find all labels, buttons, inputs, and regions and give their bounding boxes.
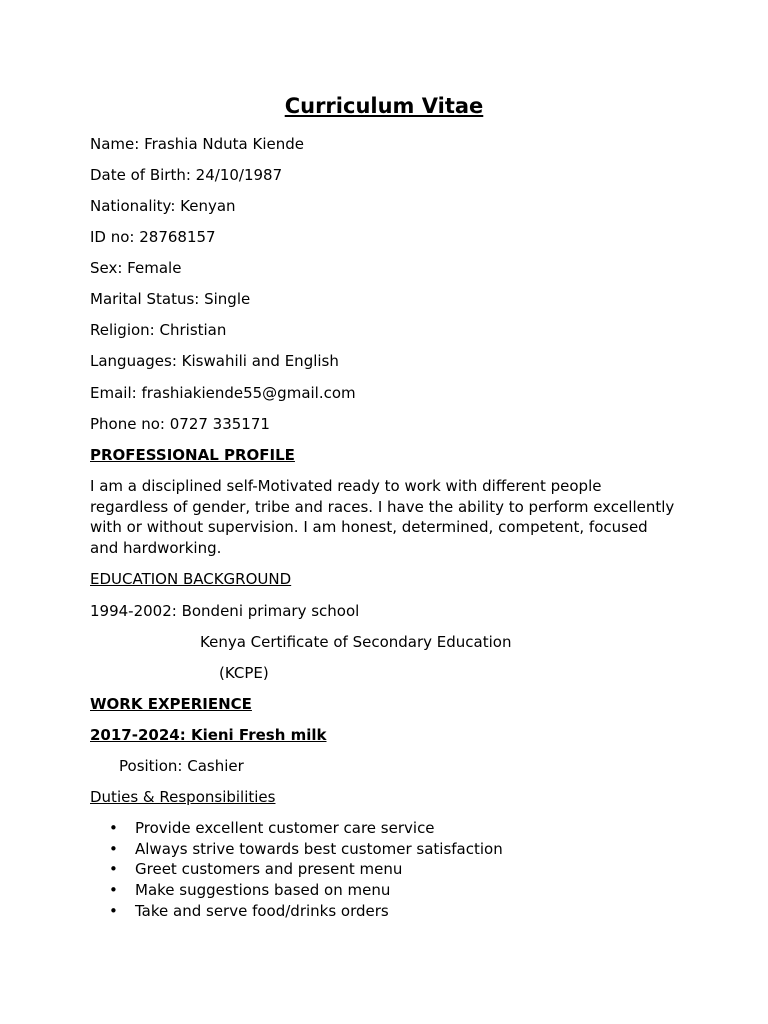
name-line: Name: Frashia Nduta Kiende [90,135,304,153]
marital-status-line: Marital Status: Single [90,290,251,308]
duty-text: Greet customers and present menu [135,860,403,879]
id-number-line: ID no: 28768157 [90,228,216,246]
duties-list [109,818,503,922]
sex-line: Sex: Female [90,259,182,277]
professional-profile-heading: PROFESSIONAL PROFILE [90,446,295,464]
profile-paragraph [90,476,690,559]
bullet-icon: • [109,839,118,858]
duty-text: Take and serve food/drinks orders [135,901,389,920]
certificate-line: Kenya Certificate of Secondary Education [200,633,512,651]
duty-text: Make suggestions based on menu [135,881,391,900]
duty-text: Always strive towards best customer satisfaction [135,839,503,858]
profile-line: with or without supervision. I am honest, determined, competent, focused [90,518,648,537]
school-line: 1994-2002: Bondeni primary school [90,602,360,620]
employer-line: 2017-2024: Kieni Fresh milk [90,726,327,744]
bullet-icon: • [109,860,118,879]
languages-line: Languages: Kiswahili and English [90,352,339,370]
bullet-icon: • [109,819,118,837]
profile-line: and hardworking. [90,539,222,558]
work-experience-heading: WORK EXPERIENCE [90,695,252,713]
phone-line: Phone no: 0727 335171 [90,415,270,433]
list-item [109,880,503,901]
list-item [109,859,503,880]
list-item [109,901,503,922]
bullet-icon: • [109,881,118,900]
profile-line: I am a disciplined self-Motivated ready to work with different people [90,477,602,495]
email-line: Email: frashiakiende55@gmail.com [90,384,356,402]
certificate-abbrev: (KCPE) [219,664,269,682]
list-item [109,818,503,839]
nationality-line: Nationality: Kenyan [90,197,236,215]
position-line: Position: Cashier [119,757,244,775]
list-item [109,839,503,860]
duties-heading: Duties & Responsibilities [90,788,276,806]
profile-line: regardless of gender, tribe and races. I have the ability to perform excellently [90,497,675,516]
duty-text: Provide excellent customer care service [135,819,435,837]
bullet-icon: • [109,901,118,920]
document-title: Curriculum Vitae [284,94,484,118]
education-heading: EDUCATION BACKGROUND [90,570,292,588]
religion-line: Religion: Christian [90,321,227,339]
date-of-birth-line: Date of Birth: 24/10/1987 [90,166,283,184]
